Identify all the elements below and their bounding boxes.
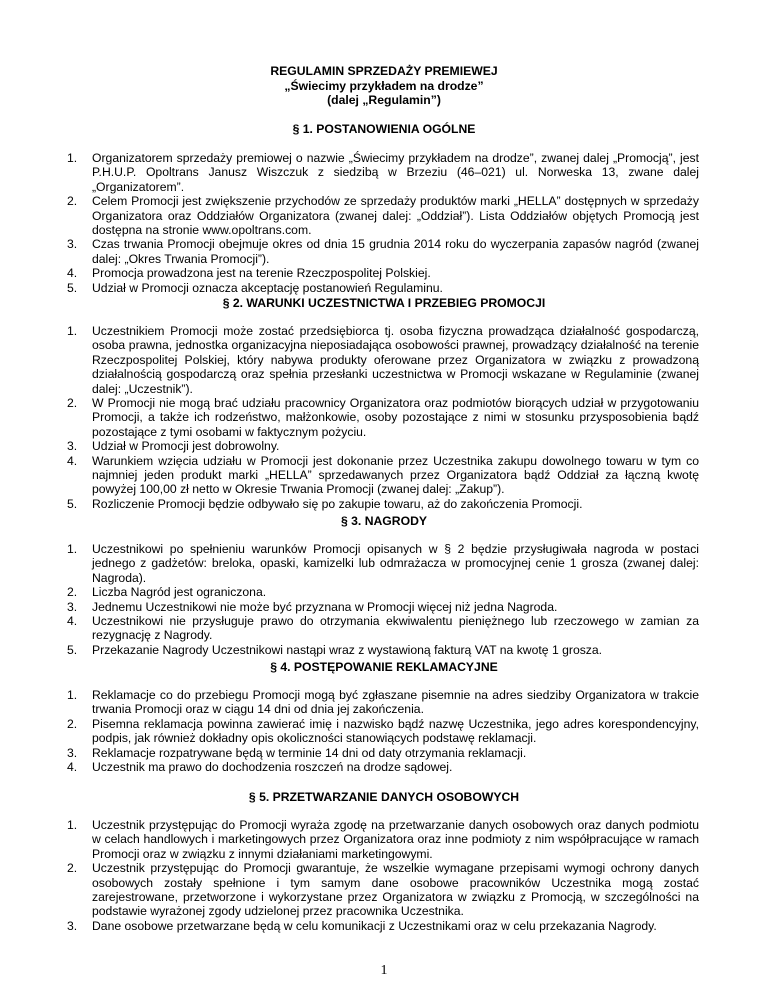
list-item: 2. Celem Promocji jest zwiększenie przychodów ze sprzedaży produktów marki „HELLA” dostępnych w sprzedaży Organizatora oraz Oddziałów Organizatora (zwanej dalej: „Oddział”). Lista Oddziałów objętych Promocją jest dostępna na stronie www.opoltrans.com. <box>67 194 699 238</box>
list-item: 1. Uczestnik przystępując do Promocji wyraża zgodę na przetwarzanie danych osobowych oraz danych podmiotu w celach handlowych i marketingowych przez Organizatora oraz inne podmioty z nim współpracujące w ramach Promocji oraz w związku z innymi działaniami marketingowymi. <box>67 818 699 861</box>
list-item: 4. Warunkiem wzięcia udziału w Promocji jest dokonanie przez Uczestnika zakupu dowolnego towaru w tym co najmniej jeden produkt marki „HELLA” sprzedawanych przez Organizatora bądź Oddział za łączną kwotę powyżej 100,00 zł netto w Okresie Trwania Promocji (zwanej dalej: „Zakup”). <box>67 453 699 497</box>
section-4-heading: § 4. POSTĘPOWANIE REKLAMACYJNE <box>270 660 498 674</box>
section-3-list <box>0 542 768 657</box>
list-item: 2. W Promocji nie mogą brać udziału pracownicy Organizatora oraz podmiotów biorących udział w przygotowaniu Promocji, a także ich rodzeństwo, małżonkowie, osoby pozostające z nimi w stosunku przysposobienia bądź pozostające z tymi osobami w faktycznym pożyciu. <box>67 396 699 439</box>
list-item: 5. Rozliczenie Promocji będzie odbywało się po zakupie towaru, aż do zakończenia Promocji. <box>67 496 583 511</box>
list-item: 3. Czas trwania Promocji obejmuje okres od dnia 15 grudnia 2014 roku do wyczerpania zapasów nagród (zwanej dalej: „Okres Trwania Promocji”). <box>67 237 699 266</box>
list-item: 4. Uczestnik ma prawo do dochodzenia roszczeń na drodze sądowej. <box>67 760 453 775</box>
list-item: 3. Reklamacje rozpatrywane będą w terminie 14 dni od daty otrzymania reklamacji. <box>67 745 527 760</box>
list-item: 2. Uczestnik przystępując do Promocji gwarantuje, że wszelkie wymagane przepisami wymogi ochrony danych osobowych zostały spełnione i tym samym dane osobowe pracowników Uczestnika mogą zostać zarejestrowane, przetworzone i wykorzystane przez Organizatora w związku z Promocją, w szczególności na podstawie wyrażonej zgody udzielonej przez pracownika Uczestnika. <box>67 861 699 919</box>
list-item: 1. Uczestnikiem Promocji może zostać przedsiębiorca tj. osoba fizyczna prowadząca działalność gospodarczą, osoba prawna, jednostka organizacyjna nieposiadająca osobowości prawnej, prowadzący działalność na terenie Rzeczpospolitej Polskiej, który nabywa produkty oferowane przez Organizatora w związku z prowadzoną działalnością gospodarczą oraz spełnia przesłanki uczestnictwa w Promocji wskazane w Regulaminie (zwanej dalej: „Uczestnik”). <box>67 324 699 396</box>
document-title <box>0 64 768 108</box>
title-line-1: REGULAMIN SPRZEDAŻY PREMIEWEJ <box>270 64 498 78</box>
list-item: 5. Udział w Promocji oznacza akceptację postanowień Regulaminu. <box>67 280 443 295</box>
list-item: 4. Promocja prowadzona jest na terenie Rzeczpospolitej Polskiej. <box>67 266 431 281</box>
page-number: 1 <box>380 963 388 978</box>
section-3-heading: § 3. NAGRODY <box>340 514 427 528</box>
list-item: 1. Uczestnikowi po spełnieniu warunków Promocji opisanych w § 2 będzie przysługiwała nagroda w postaci jednego z gadżetów: breloka, opaski, kamizelki lub odmrażacza w promocyjnej cenie 1 grosza (zwanej dalej: Nagroda). <box>67 542 699 585</box>
section-2-list <box>0 324 768 511</box>
list-item: 2. Liczba Nagród jest ograniczona. <box>67 585 267 600</box>
list-item: 5. Przekazanie Nagrody Uczestnikowi nastąpi wraz z wystawioną fakturą VAT na kwotę 1 grosza. <box>67 642 603 657</box>
title-line-3: (dalej „Regulamin”) <box>327 93 441 108</box>
section-5-heading: § 5. PRZETWARZANIE DANYCH OSOBOWYCH <box>248 790 520 804</box>
list-item: 3. Udział w Promocji jest dobrowolny. <box>67 439 280 454</box>
title-line-2: „Świecimy przykładem na drodze” <box>284 78 484 93</box>
section-4-list <box>0 688 768 774</box>
list-item: 4. Uczestnikowi nie przysługuje prawo do otrzymania ekwiwalentu pieniężnego lub rzeczowego w zamian za rezygnację z Nagrody. <box>67 614 699 643</box>
list-item: 1. Reklamacje co do przebiegu Promocji mogą być zgłaszane pisemnie na adres siedziby Organizatora w trakcie trwania Promocji oraz w ciągu 14 dni od dnia jej zakończenia. <box>67 688 699 717</box>
list-item: 3. Jednemu Uczestnikowi nie może być przyznana w Promocji więcej niż jedna Nagroda. <box>67 599 558 614</box>
list-item: 1. Organizatorem sprzedaży premiowej o nazwie „Świecimy przykładem na drodze”, zwanej dalej „Promocją”, jest P.H.U.P. Opoltrans Janusz Wiszczuk z siedzibą w Brzeziu (46–021) ul. Norweska 13, zwane dalej „Organizatorem”. <box>67 151 699 194</box>
section-5-list <box>0 818 768 933</box>
section-1-heading: § 1. POSTANOWIENIA OGÓLNE <box>292 122 476 136</box>
list-item: 2. Pisemna reklamacja powinna zawierać imię i nazwisko bądź nazwę Uczestnika, jego adres korespondencyjny, podpis, jak również dokładny opis okoliczności stanowiących podstawę reklamacji. <box>67 716 699 746</box>
section-2-heading: § 2. WARUNKI UCZESTNICTWA I PRZEBIEG PROMOCJI <box>222 296 546 310</box>
section-1-list <box>0 151 768 295</box>
list-item: 3. Dane osobowe przetwarzane będą w celu komunikacji z Uczestnikami oraz w celu przekazania Nagrody. <box>67 918 657 933</box>
